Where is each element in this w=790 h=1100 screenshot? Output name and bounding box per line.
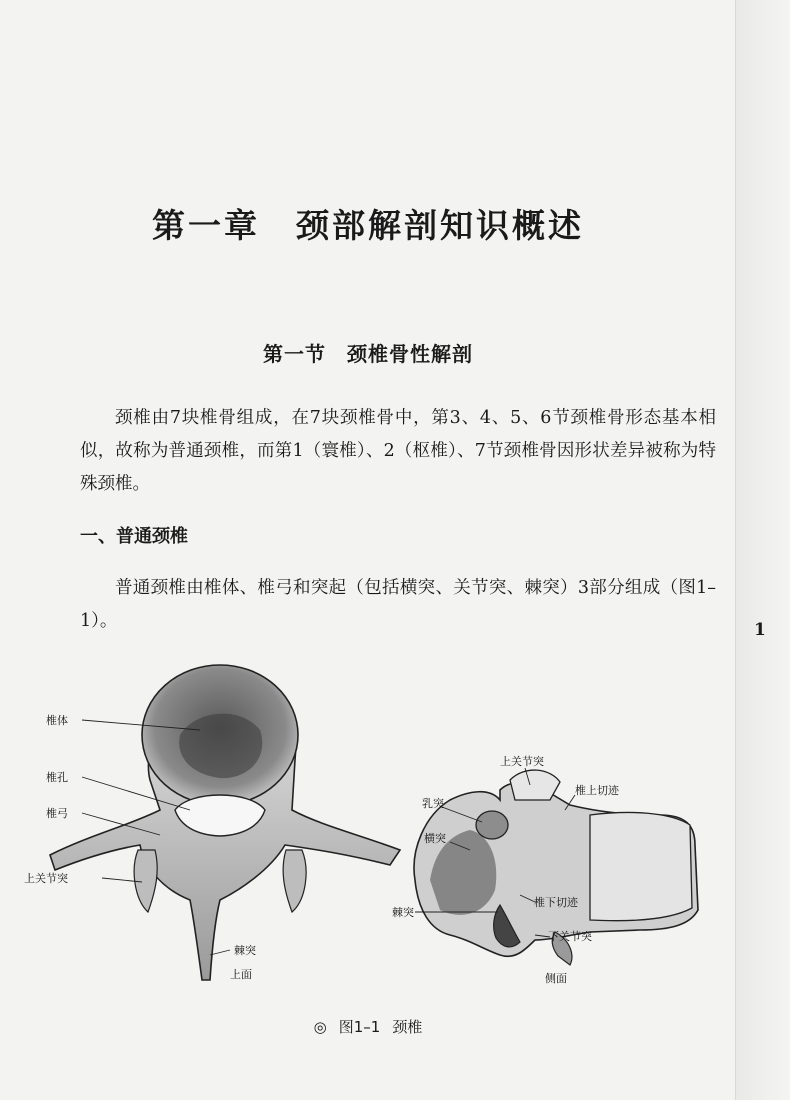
page-number: 1 (754, 620, 766, 640)
gutter-divider (735, 0, 736, 1100)
label-superior-vertebral-notch: 椎上切迹 (575, 784, 619, 797)
chapter-title: 第一章 颈部解剖知识概述 (152, 206, 584, 245)
caption-number: 图1–1 (338, 1018, 381, 1036)
subsection-heading: 一、普通颈椎 (80, 526, 188, 547)
section-title: 第一节 颈椎骨性解剖 (263, 342, 473, 366)
figure-cervical-vertebra (24, 650, 720, 1020)
caption-marker-icon: ◎ (313, 1018, 327, 1036)
lateral-view-caption: 侧面 (545, 972, 567, 985)
label-inferior-vertebral-notch: 椎下切迹 (534, 896, 578, 909)
label-inferior-articular-process: 下关节突 (548, 930, 592, 943)
label-superior-articular-process-2: 上关节突 (500, 755, 544, 768)
label-vertebral-foramen: 椎孔 (46, 771, 68, 784)
page-gutter (736, 0, 790, 1100)
vertebra-illustration (24, 650, 720, 1020)
superior-view-drawing (50, 665, 400, 980)
caption-title: 颈椎 (392, 1018, 423, 1036)
label-spinous-process-1: 棘突 (234, 944, 256, 957)
intro-paragraph: 颈椎由7块椎骨组成，在7块颈椎骨中，第3、4、5、6节颈椎骨形态基本相似，故称为普通颈椎，而第1（寰椎）、2（枢椎）、7节颈椎骨因形状差异被称为特殊颈椎。 (80, 408, 716, 494)
label-vertebral-arch: 椎弓 (46, 807, 68, 820)
label-superior-articular-process-1: 上关节突 (24, 872, 68, 885)
label-vertebral-body: 椎体 (46, 714, 68, 727)
label-mammillary-process: 乳突 (422, 797, 444, 810)
label-transverse-process: 横突 (424, 832, 446, 845)
superior-view-caption: 上面 (230, 968, 252, 981)
label-spinous-process-2: 棘突 (392, 906, 414, 919)
figure-caption (0, 1016, 736, 1037)
general-vertebra-paragraph: 普通颈椎由椎体、椎弓和突起（包括横突、关节突、棘突）3部分组成（图1–1）。 (80, 578, 716, 631)
